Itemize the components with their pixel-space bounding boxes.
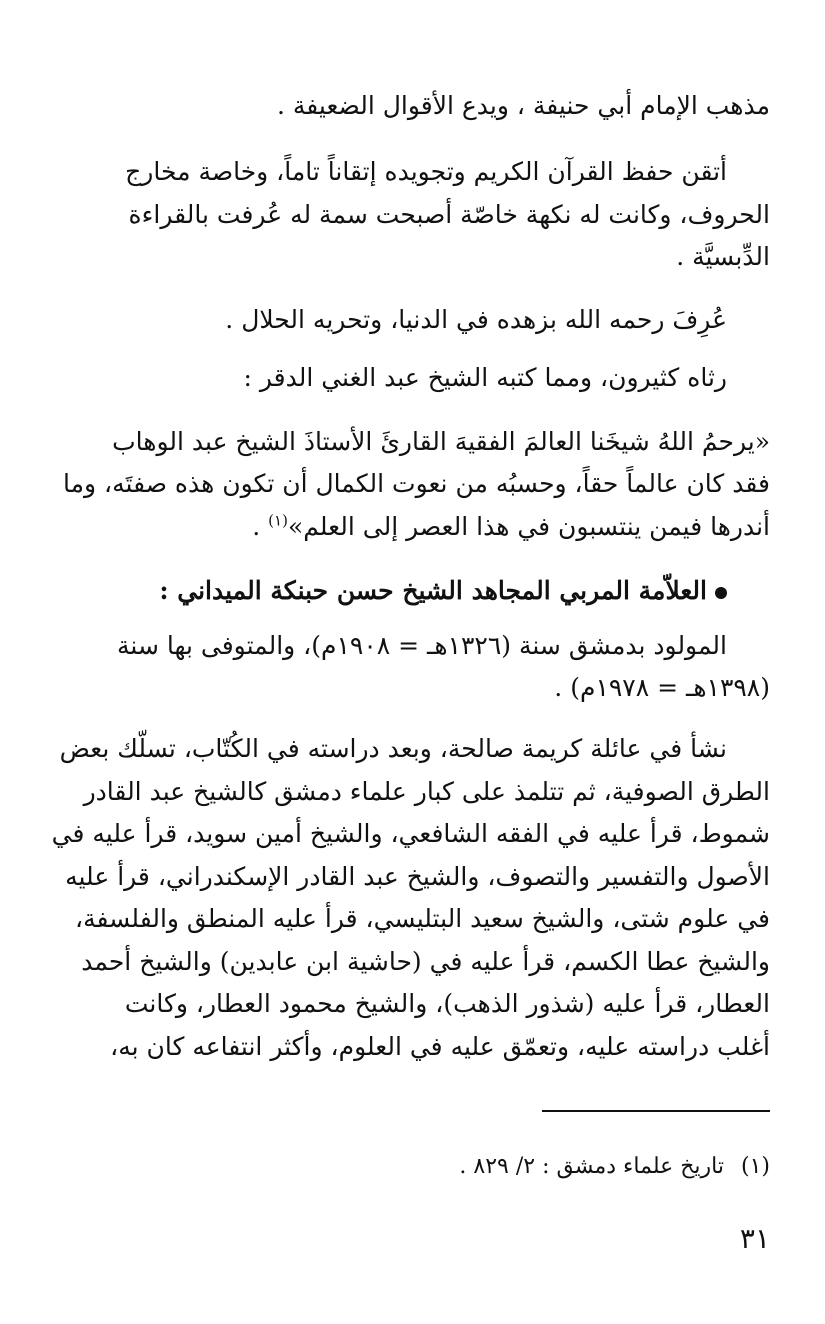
book-page (51, 88, 770, 1278)
footnote-reference: (١) (268, 511, 288, 530)
paragraph-line: الدِّبسيَّة . (676, 242, 770, 271)
quote-line: «يرحمُ اللهُ شيخَنا العالمَ الفقيهَ القارئَ الأستاذَ الشيخ عبد الوهاب (112, 427, 770, 456)
footnote-separator (542, 1110, 770, 1112)
paragraph-line: الحروف، وكانت له نكهة خاصّة أصبحت سمة له عُرفت بالقراءة (128, 200, 770, 229)
quote-ending: أندرها فيمن ينتسبون في هذا العصر إلى العلم» (287, 512, 770, 541)
biography-line: أغلب دراسته عليه، وتعمّق عليه في العلوم، وأكثر انتفاعه كان به، (110, 1032, 770, 1061)
footnote (95, 1152, 770, 1182)
footnote-text: تاريخ علماء دمشق : ٢/ ٨٢٩ . (459, 1154, 724, 1179)
section-heading (95, 573, 770, 609)
birth-line: (١٣٩٨هـ = ١٩٧٨م) . (554, 673, 770, 702)
quote-line: فقد كان عالماً حقاً، وحسبُه من نعوت الكمال أن تكون هذه صفتَه، وما (63, 469, 770, 498)
biography-line: الأصول والتفسير والتصوف، والشيخ عبد القادر الإسكندراني، قرأ عليه (65, 862, 770, 891)
biography-line: الطرق الصوفية، ثم تتلمذ على كبار علماء دمشق كالشيخ عبد القادر (83, 777, 770, 806)
biography-line: العطار، قرأ عليه (شذور الذهب)، والشيخ محمود العطار، وكانت (124, 989, 770, 1018)
biography-line: والشيخ عطا الكسم، قرأ عليه في (حاشية ابن عابدين) والشيخ أحمد (81, 947, 770, 976)
section-heading-text: العلاّمة المربي المجاهد الشيخ حسن حبنكة الميداني : (159, 576, 707, 605)
quote-line (95, 509, 770, 545)
footnote-marker: (١) (740, 1154, 770, 1179)
paragraph-line: عُرِفَ رحمه الله بزهده في الدنيا، وتحريه الحلال . (225, 305, 727, 334)
biography-line: في علوم شتى، والشيخ سعيد البتليسي، قرأ عليه المنطق والفلسفة، (75, 904, 770, 933)
bullet-icon (715, 587, 727, 599)
paragraph-line: مذهب الإمام أبي حنيفة ، ويدع الأقوال الضعيفة . (276, 91, 770, 120)
paragraph-line: أتقن حفظ القرآن الكريم وتجويده إتقاناً تاماً، وخاصة مخارج (125, 157, 727, 186)
birth-line: المولود بدمشق سنة (١٣٢٦هـ = ١٩٠٨م)، والمتوفى بها سنة (117, 631, 727, 660)
quote-period: . (252, 512, 269, 541)
biography-line: نشأ في عائلة كريمة صالحة، وبعد دراسته في الكُتّاب، تسلّك بعض (59, 734, 727, 763)
page-number: ٣١ (739, 1222, 770, 1255)
biography-line: شموط، قرأ عليه في الفقه الشافعي، والشيخ أمين سويد، قرأ عليه في (51, 819, 770, 848)
paragraph-line: رثاه كثيرون، ومما كتبه الشيخ عبد الغني الدقر : (243, 363, 727, 392)
